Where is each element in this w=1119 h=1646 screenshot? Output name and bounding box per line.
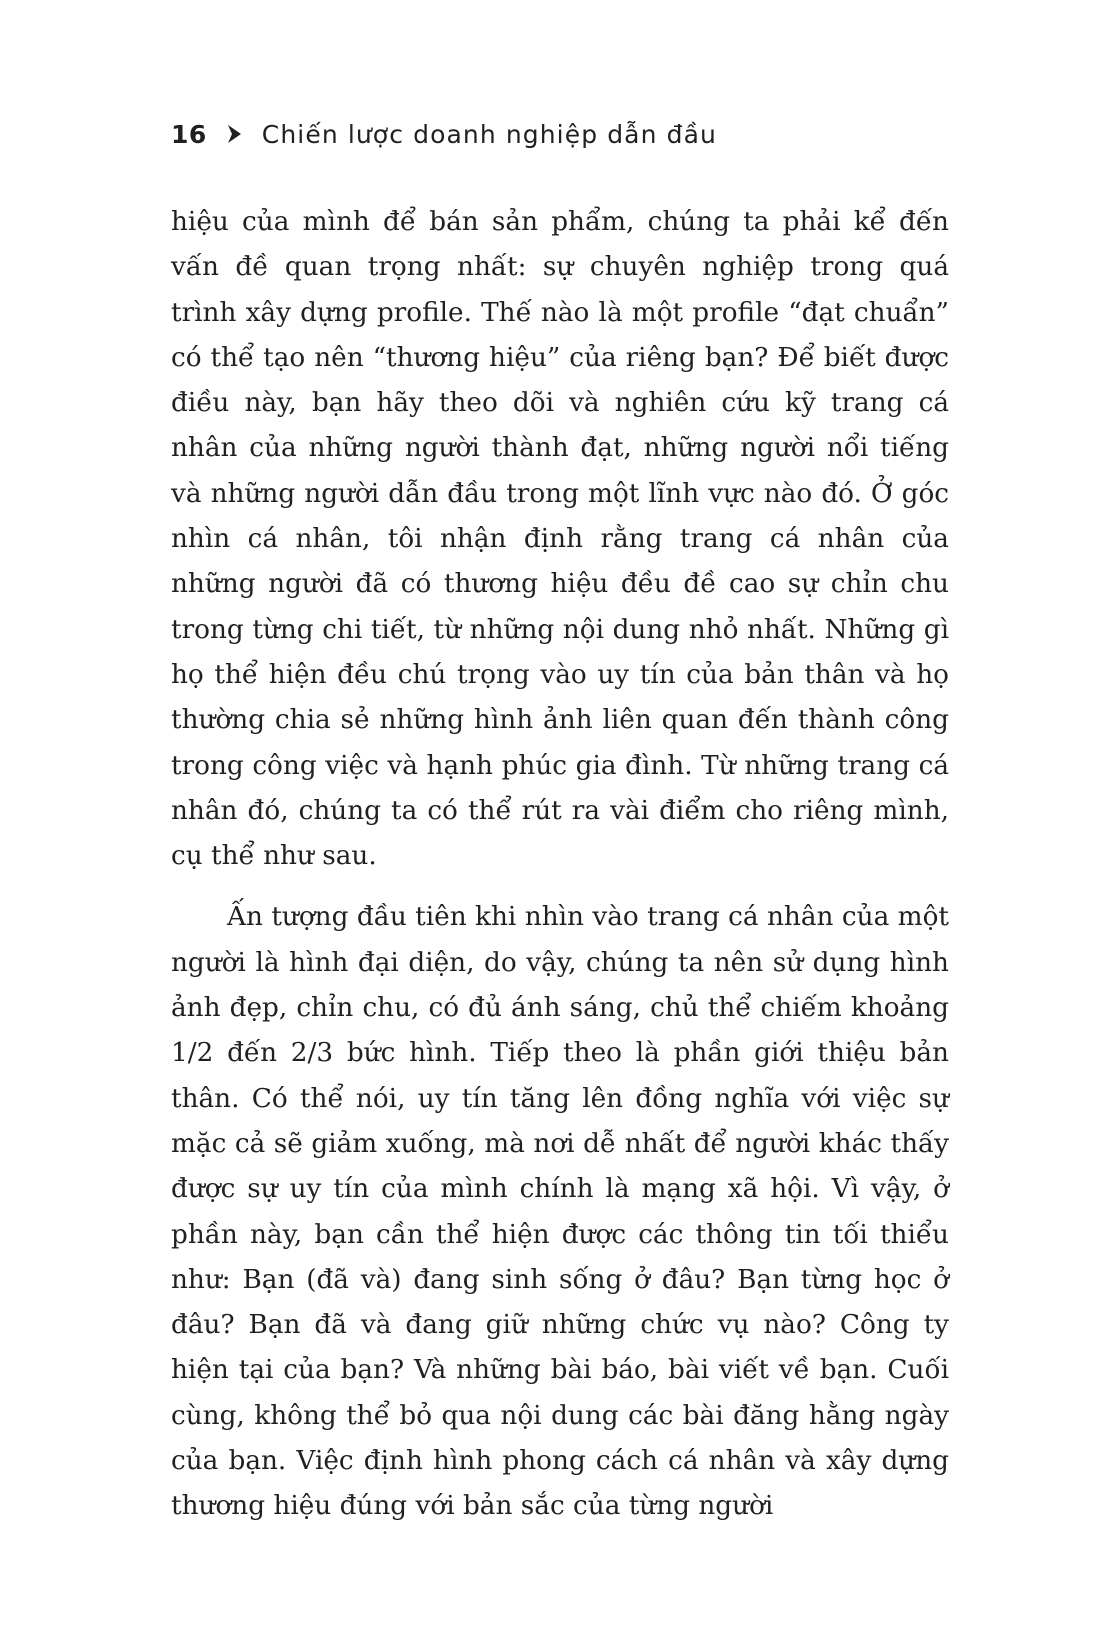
chevron-right-icon [227, 124, 242, 144]
chapter-title: Chiến lược doanh nghiệp dẫn đầu [261, 119, 717, 149]
paragraph: Ấn tượng đầu tiên khi nhìn vào trang cá nhân của một người là hình đại diện, do vậy, chúng ta nên sử dụng hình ảnh đẹp, chỉn chu, có đủ ánh sáng, chủ thể chiếm khoảng 1/2 đến 2/3 bức hình. Tiếp theo là phần giới thiệu bản thân. Có thể nói, uy tín tăng lên đồng nghĩa với việc sự mặc cả sẽ giảm xuống, mà nơi dễ nhất để người khác thấy được sự uy tín của mình chính là mạng xã hội. Vì vậy, ở phần này, bạn cần thể hiện được các thông tin tối thiểu như: Bạn (đã và) đang sinh sống ở đâu? Bạn từng học ở đâu? Bạn đã và đang giữ những chức vụ nào? Công ty hiện tại của bạn? Và những bài báo, bài viết về bạn. Cuối cùng, không thể bỏ qua nội dung các bài đăng hằng ngày của bạn. Việc định hình phong cách cá nhân và xây dựng thương hiệu đúng với bản sắc của từng người [171, 902, 949, 1522]
paragraph-continued: hiệu của mình để bán sản phẩm, chúng ta phải kể đến vấn đề quan trọng nhất: sự chuyên nghiệp trong quá trình xây dựng profile. Thế nào là một profile “đạt chuẩn” có thể tạo nên “thương hiệu” của riêng bạn? Để biết được điều này, bạn hãy theo dõi và nghiên cứu kỹ trang cá nhân của những người thành đạt, những người nổi tiếng và những người dẫn đầu trong một lĩnh vực nào đó. Ở góc nhìn cá nhân, tôi nhận định rằng trang cá nhân của những người đã có thương hiệu đều đề cao sự chỉn chu trong từng chi tiết, từ những nội dung nhỏ nhất. Những gì họ thể hiện đều chú trọng vào uy tín của bản thân và họ thường chia sẻ những hình ảnh liên quan đến thành công trong công việc và hạnh phúc gia đình. Từ những trang cá nhân đó, chúng ta có thể rút ra vài điểm cho riêng mình, cụ thể như sau. [171, 207, 949, 872]
running-head [171, 114, 717, 154]
page-number: 16 [171, 119, 207, 149]
body-text [171, 200, 949, 1530]
